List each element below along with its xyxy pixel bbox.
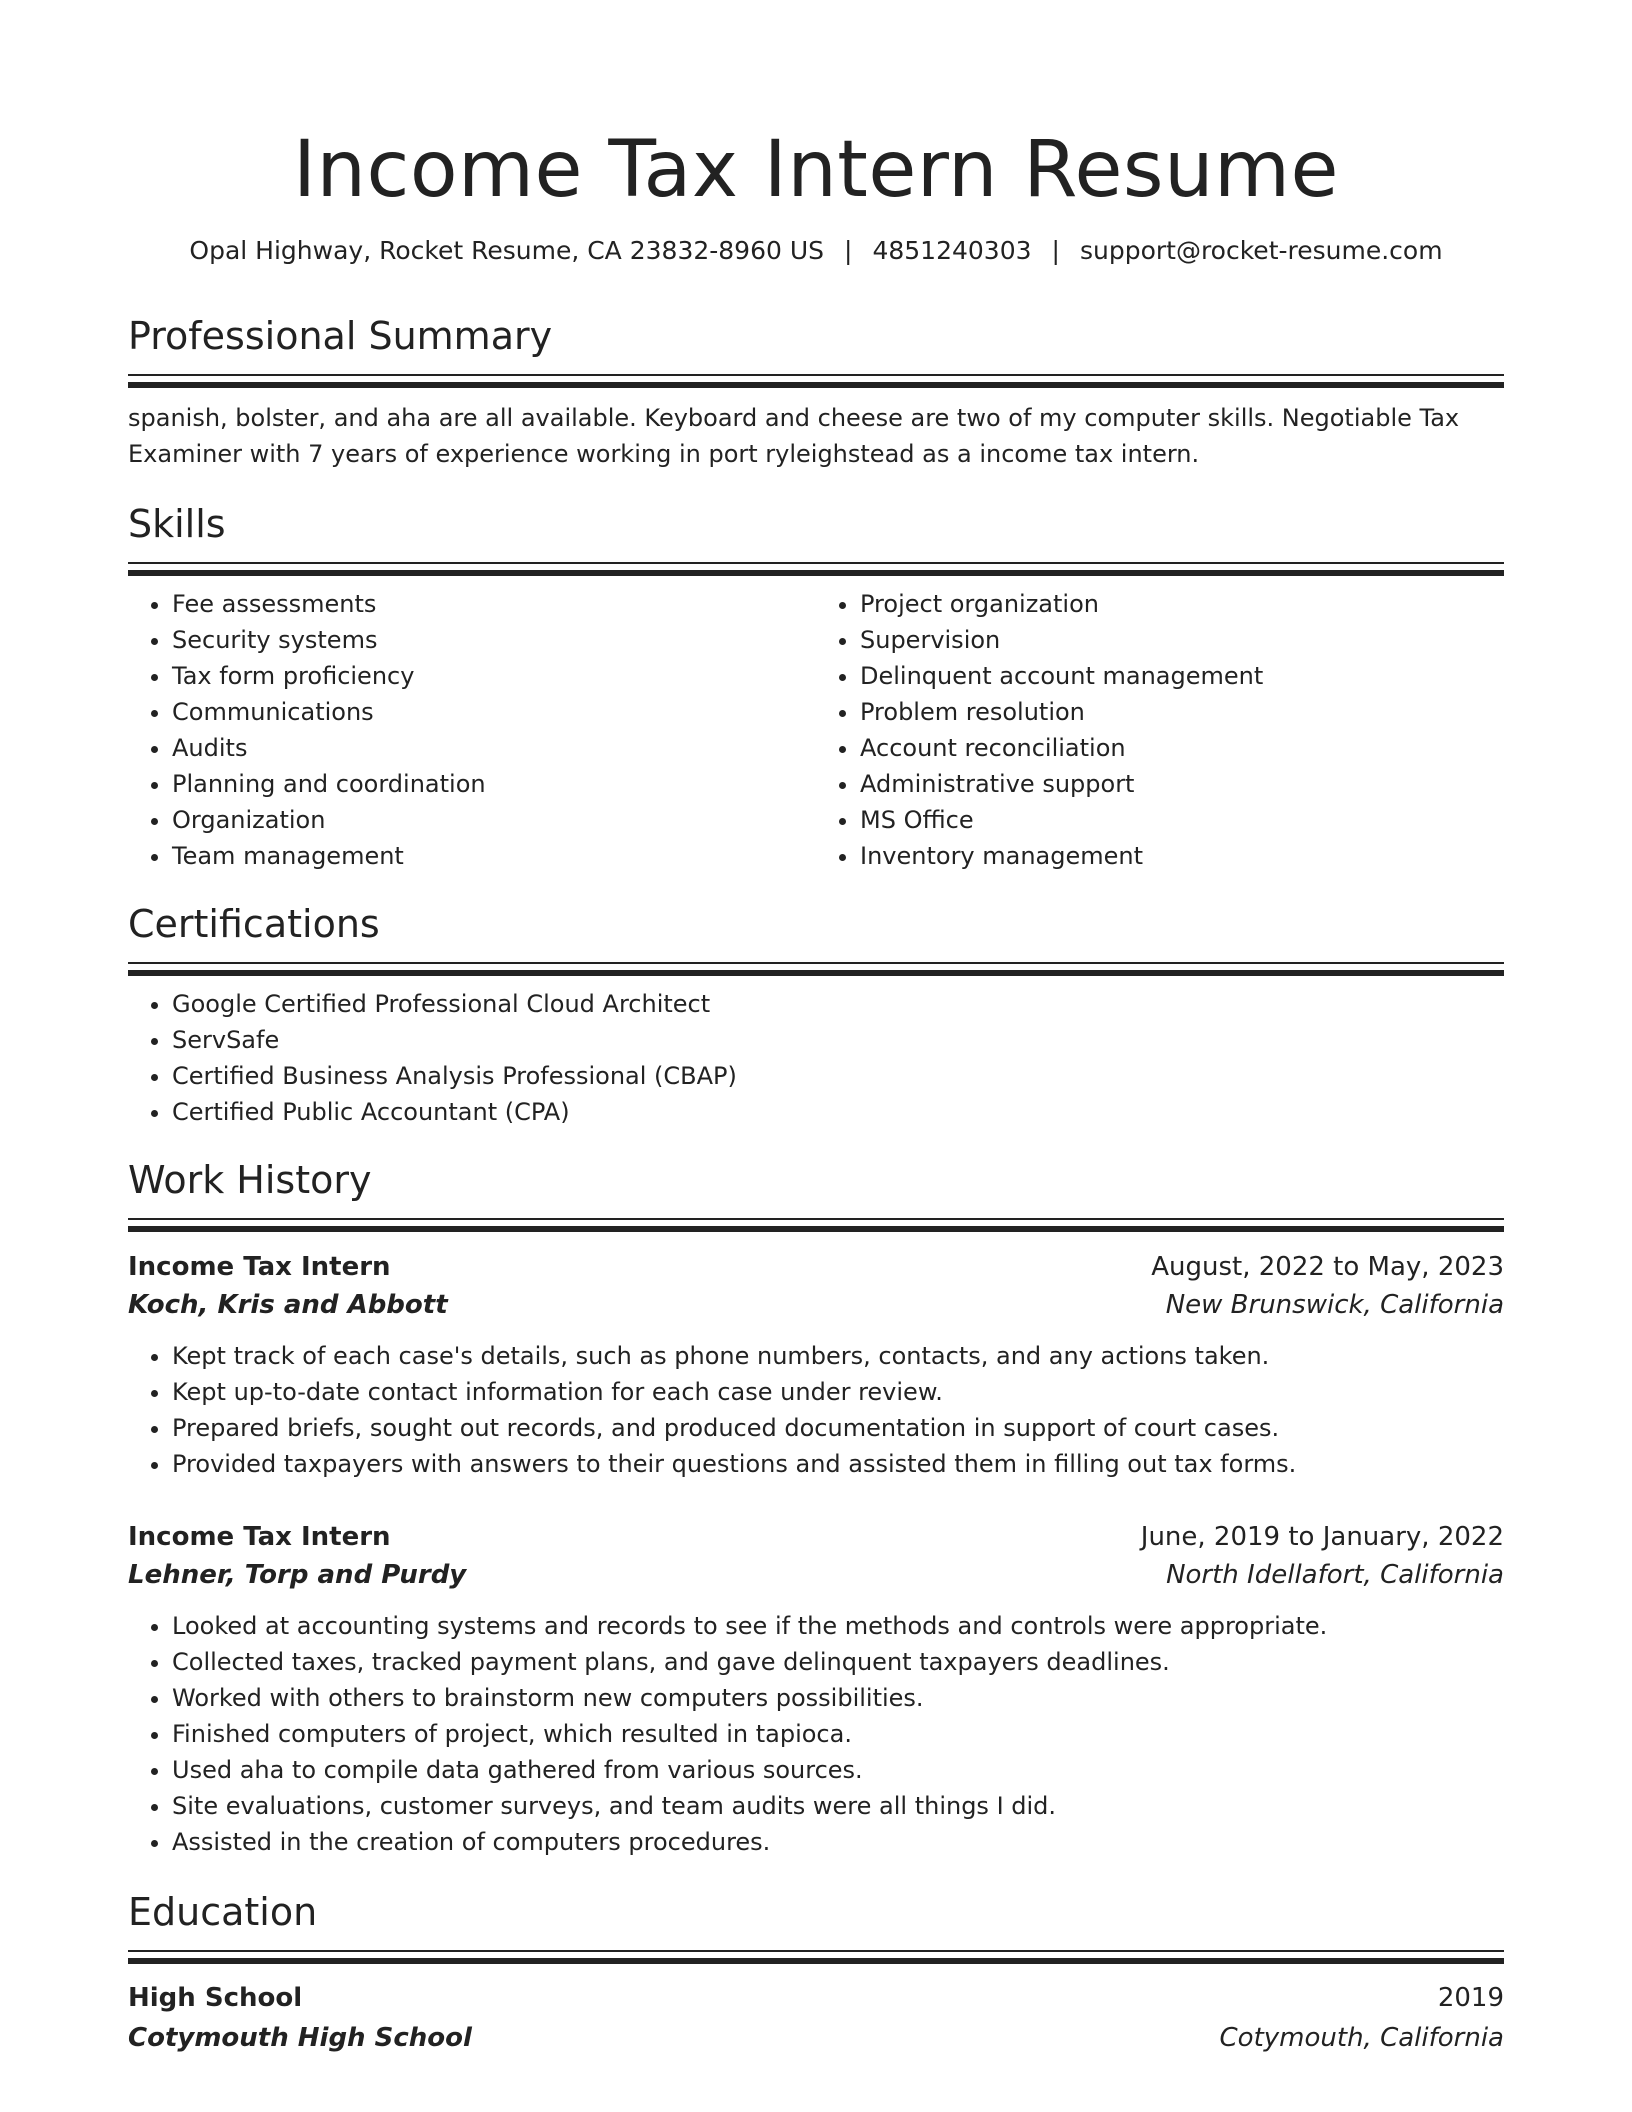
work-history-section [128, 1156, 1504, 1860]
section-divider [128, 374, 1504, 388]
section-divider [128, 1218, 1504, 1232]
certifications-section [128, 900, 1504, 1130]
job-location: North Idellafort, California [1166, 1560, 1504, 1590]
list-item: • Certified Public Accountant (CPA) [172, 1094, 1504, 1130]
degree: High School [128, 1983, 303, 2013]
job-header [128, 1518, 1504, 1556]
list-item: • Inventory management [860, 838, 1504, 874]
summary-text: spanish, bolster, and aha are all available. Keyboard and cheese are two of my computer skills. Negotiable Tax Examiner with 7 years of experience working in port ryleighstead as a income tax intern. [128, 404, 1460, 468]
resume-title: Income Tax Intern Resume [293, 125, 1339, 215]
section-title: Certifications [128, 902, 380, 946]
list-item: • Provided taxpayers with answers to their questions and assisted them in filling out tax forms. [172, 1446, 1504, 1482]
list-item: • Organization [172, 802, 816, 838]
address: Opal Highway, Rocket Resume, CA 23832-8960 US [189, 236, 825, 265]
job-header [128, 1248, 1504, 1286]
certifications-list [128, 986, 1504, 1130]
section-divider [128, 562, 1504, 576]
list-item: • Collected taxes, tracked payment plans, and gave delinquent taxpayers deadlines. [172, 1644, 1504, 1680]
school-name: Cotymouth High School [128, 2023, 472, 2053]
employer: Lehner, Torp and Purdy [128, 1560, 467, 1590]
list-item: • Planning and coordination [172, 766, 816, 802]
list-item: • Worked with others to brainstorm new computers possibilities. [172, 1680, 1504, 1716]
list-item: • Certified Business Analysis Professional (CBAP) [172, 1058, 1504, 1094]
phone: 4851240303 [872, 236, 1032, 265]
separator: | [1051, 236, 1060, 265]
list-item: • Google Certified Professional Cloud Architect [172, 986, 1504, 1022]
section-title: Professional Summary [128, 314, 553, 358]
school-location: Cotymouth, California [1219, 2023, 1504, 2053]
list-item: • Tax form proficiency [172, 658, 816, 694]
employer: Koch, Kris and Abbott [128, 1290, 448, 1320]
list-item: • Fee assessments [172, 586, 816, 622]
job-location: New Brunswick, California [1165, 1290, 1504, 1320]
job-dates: August, 2022 to May, 2023 [1151, 1252, 1504, 1282]
list-item: • Kept up-to-date contact information for each case under review. [172, 1374, 1504, 1410]
section-title: Work History [128, 1158, 372, 1202]
education-entry [128, 1978, 1504, 2058]
list-item: • Used aha to compile data gathered from various sources. [172, 1752, 1504, 1788]
section-divider [128, 1950, 1504, 1964]
section-divider [128, 962, 1504, 976]
list-item: • Site evaluations, customer surveys, and team audits were all things I did. [172, 1788, 1504, 1824]
job-title: Income Tax Intern [128, 1252, 391, 1282]
list-item: • Supervision [860, 622, 1504, 658]
section-title: Skills [128, 502, 226, 546]
list-item: • Kept track of each case's details, such as phone numbers, contacts, and any actions taken. [172, 1338, 1504, 1374]
job-subheader [128, 1556, 1504, 1594]
section-title: Education [128, 1890, 318, 1934]
job-dates: June, 2019 to January, 2022 [1140, 1522, 1504, 1552]
list-item: • MS Office [860, 802, 1504, 838]
job-subheader [128, 1286, 1504, 1324]
email: support@rocket-resume.com [1079, 236, 1443, 265]
list-item: • Administrative support [860, 766, 1504, 802]
list-item: • Communications [172, 694, 816, 730]
list-item: • Security systems [172, 622, 816, 658]
skills-list-left [128, 586, 816, 874]
job-entry [128, 1518, 1504, 1860]
education-section [128, 1888, 1504, 2058]
skills-list-right [816, 586, 1504, 874]
list-item: • Delinquent account management [860, 658, 1504, 694]
skills-section [128, 500, 1504, 874]
resume-page [128, 0, 1504, 2058]
list-item: • Account reconciliation [860, 730, 1504, 766]
graduation-year: 2019 [1437, 1983, 1504, 2013]
list-item: • Assisted in the creation of computers procedures. [172, 1824, 1504, 1860]
job-entry [128, 1248, 1504, 1482]
list-item: • Prepared briefs, sought out records, and produced documentation in support of court cases. [172, 1410, 1504, 1446]
list-item: • Looked at accounting systems and records to see if the methods and controls were appropriate. [172, 1608, 1504, 1644]
job-duties [128, 1338, 1504, 1482]
education-header [128, 1978, 1504, 2018]
contact-line [128, 234, 1504, 268]
separator: | [844, 236, 853, 265]
list-item: • Team management [172, 838, 816, 874]
list-item: • Audits [172, 730, 816, 766]
list-item: • Finished computers of project, which resulted in tapioca. [172, 1716, 1504, 1752]
list-item: • Project organization [860, 586, 1504, 622]
education-subheader [128, 2018, 1504, 2058]
list-item: • Problem resolution [860, 694, 1504, 730]
skills-columns [128, 576, 1504, 874]
list-item: • ServSafe [172, 1022, 1504, 1058]
job-duties [128, 1608, 1504, 1860]
job-title: Income Tax Intern [128, 1522, 391, 1552]
summary-section [128, 312, 1504, 472]
